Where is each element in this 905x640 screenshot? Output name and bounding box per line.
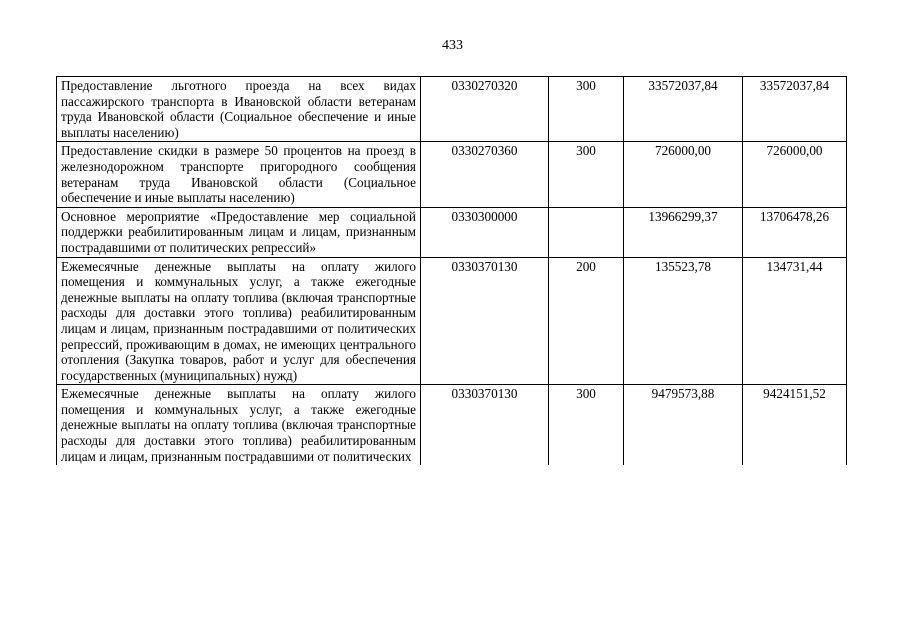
row-sum2-cell: 726000,00: [743, 142, 847, 207]
row-code-cell: 0330370130: [421, 385, 549, 465]
page-number: 433: [442, 38, 463, 53]
row-type-cell: 200: [549, 257, 624, 385]
row-sum1-cell: 33572037,84: [624, 77, 743, 142]
row-type-cell: 300: [549, 142, 624, 207]
budget-table: [56, 76, 847, 465]
table-row: [57, 77, 847, 142]
table-row: [57, 257, 847, 385]
row-sum1-cell: 726000,00: [624, 142, 743, 207]
row-name-cell: Предоставление скидки в размере 50 процентов на проезд в железнодорожном транспорте пригородного сообщения ветеранам труда Ивановской области (Социальное обеспечение и иные выплаты населению): [57, 142, 421, 207]
row-name-cell: Ежемесячные денежные выплаты на оплату жилого помещения и коммунальных услуг, а также ежегодные денежные выплаты на оплату топлива (включая транспортные расходы для доставки этого топлива) реабилитированным лицам и лицам, признанным пострадавшими от политических: [57, 385, 421, 465]
table-row: [57, 385, 847, 465]
row-sum1-cell: 135523,78: [624, 257, 743, 385]
row-sum2-cell: 134731,44: [743, 257, 847, 385]
row-name-cell: Ежемесячные денежные выплаты на оплату жилого помещения и коммунальных услуг, а также ежегодные денежные выплаты на оплату топлива (включая транспортные расходы для доставки этого топлива) реабилитированным лицам и лицам, признанным пострадавшими от политических репрессий, проживающим в домах, не имеющих центрального отопления (Закупка товаров, работ и услуг для обеспечения государственных (муниципальных) нужд): [57, 257, 421, 385]
row-type-cell: 300: [549, 385, 624, 465]
row-code-cell: 0330270320: [421, 77, 549, 142]
row-sum2-cell: 33572037,84: [743, 77, 847, 142]
row-sum1-cell: 13966299,37: [624, 207, 743, 257]
row-sum1-cell: 9479573,88: [624, 385, 743, 465]
row-type-cell: [549, 207, 624, 257]
row-name-cell: Предоставление льготного проезда на всех видах пассажирского транспорта в Ивановской области ветеранам труда Ивановской области (Социальное обеспечение и иные выплаты населению): [57, 77, 421, 142]
row-type-cell: 300: [549, 77, 624, 142]
table-row: [57, 207, 847, 257]
row-name-cell: Основное мероприятие «Предоставление мер социальной поддержки реабилитированным лицам и лицам, признанным пострадавшими от политических репрессий»: [57, 207, 421, 257]
row-sum2-cell: 9424151,52: [743, 385, 847, 465]
row-sum2-cell: 13706478,26: [743, 207, 847, 257]
row-code-cell: 0330270360: [421, 142, 549, 207]
row-code-cell: 0330300000: [421, 207, 549, 257]
table-row: [57, 142, 847, 207]
row-code-cell: 0330370130: [421, 257, 549, 385]
